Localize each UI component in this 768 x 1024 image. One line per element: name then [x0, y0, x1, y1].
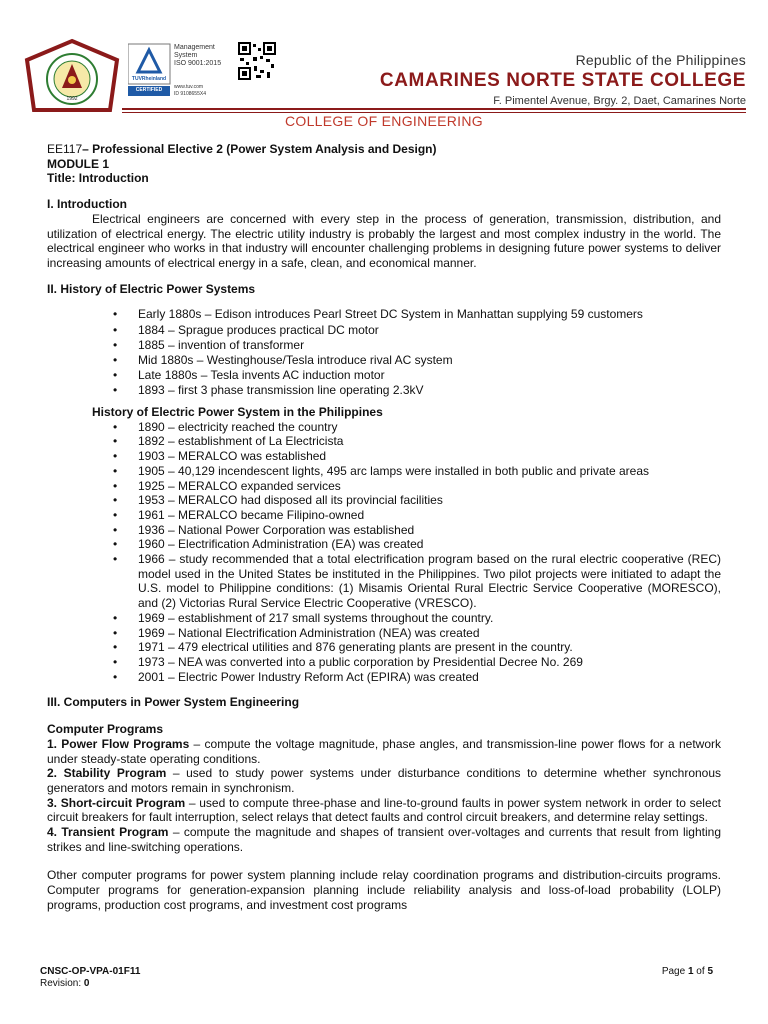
qr-code-icon [238, 42, 276, 80]
computers-heading: III. Computers in Power System Engineering [47, 695, 300, 710]
program-entry [47, 796, 721, 825]
doc-code: CNSC-OP-VPA-01F11 [40, 966, 141, 977]
iso-certification-badge [128, 42, 232, 102]
program-text: – used to study power systems under disturbance conditions to determine whether synchronous generators and motors remain in synchronism. [47, 766, 722, 795]
list-item: • Mid 1880s – Westinghouse/Tesla introduce rival AC system [47, 353, 721, 368]
institution-header [380, 52, 746, 107]
list-item: • 1925 – MERALCO expanded services [47, 479, 721, 494]
list-item: • 1885 – invention of transformer [47, 338, 721, 353]
program-text: – compute the magnitude and shapes of transient over-voltages and currents that result from lighting strikes and line-switching operations. [47, 825, 721, 854]
document-code-footer [40, 966, 140, 990]
list-item: • 1960 – Electrification Administration (EA) was created [47, 537, 721, 552]
cert-url: www.tuv.com [174, 84, 204, 90]
list-item: • 1971 – 479 electrical utilities and 876 generating plants are present in the country. [47, 640, 721, 655]
program-label: 2. Stability Program [47, 766, 167, 781]
list-item: • Early 1880s – Edison introduces Pearl Street DC System in Manhattan supplying 59 customers [47, 307, 721, 322]
ph-history-list [47, 420, 721, 685]
history-list [47, 307, 721, 398]
list-item: • 1969 – establishment of 217 small systems throughout the country. [47, 611, 721, 626]
republic-label: Republic of the Philippines [575, 52, 746, 68]
page-current: 1 [687, 966, 694, 977]
program-text: – used to compute three-phase and line-to-ground faults in power system network in order to select circuit breakers for fault interruption, select relays that detect faults and control circuit breakers, and determine relay settings. [47, 795, 721, 825]
college-name: CAMARINES NORTE STATE COLLEGE [379, 70, 746, 91]
list-item: • 1905 – 40,129 incendescent lights, 495 arc lamps were installed in both public and private areas [47, 464, 721, 479]
list-item: • Late 1880s – Tesla invents AC induction motor [47, 368, 721, 383]
list-item: • 1966 – study recommended that a total electrification program based on the rural electric cooperative (REC) model used in the United States be instituted in the Philippines. Two pilot projects were initiated to adapt the U.S. model to Philippine conditions: (1) Misamis Oriental Rural Electric Service Cooperative (MORESCO), and (2) Victorias Rural Service Electric Cooperative (VRESCO). [47, 552, 721, 611]
list-item: • 2001 – Electric Power Industry Reform Act (EPIRA) was created [47, 670, 721, 685]
page-word: Page [661, 966, 688, 977]
program-entry [47, 766, 721, 795]
programs-subheading: Computer Programs [47, 722, 164, 737]
program-label: 1. Power Flow Programs [47, 736, 190, 751]
revision-value: 0 [83, 978, 90, 989]
list-item: • 1953 – MERALCO had disposed all its provincial facilities [47, 493, 721, 508]
college-address: F. Pimentel Avenue, Brgy. 2, Daet, Camarines Norte [493, 95, 746, 107]
cert-brand: TUVRheinland [131, 76, 167, 82]
program-text: – compute the voltage magnitude, phase angles, and transmission-line power flows for a network under steady-state operating conditions. [47, 736, 721, 766]
page-number [662, 966, 713, 977]
course-title: – Professional Elective 2 (Power System Analysis and Design) [82, 142, 437, 156]
page-total: 5 [707, 966, 713, 977]
revision-label: Revision: [40, 978, 84, 989]
list-item: • 1884 – Sprague produces practical DC motor [47, 323, 721, 338]
other-programs-paragraph: Other computer programs for power system planning include relay coordination programs and distribution-circuits programs. Computer programs for generation-expansion planning include reliability analysis and loss-of-load probability (LOLP) programs, production cost programs, and investment cost programs [47, 868, 721, 912]
list-item: • 1893 – first 3 phase transmission line operating 2.3kV [47, 383, 721, 398]
list-item: • 1903 – MERALCO was established [47, 449, 721, 464]
cert-id: ID 9108655X4 [174, 91, 206, 97]
list-item: • 1961 – MERALCO became Filipino-owned [47, 508, 721, 523]
header-divider [122, 108, 746, 110]
svg-text:1992: 1992 [66, 96, 78, 102]
program-entry [47, 737, 721, 766]
college-seal-logo [22, 38, 122, 116]
list-item: • 1969 – National Electrification Administration (NEA) was created [47, 626, 721, 641]
cert-line-3: ISO 9001:2015 [174, 60, 222, 67]
course-code: EE117 [47, 142, 83, 156]
program-label: 4. Transient Program [47, 825, 169, 840]
ph-history-heading: History of Electric Power System in the Philippines [92, 405, 383, 420]
intro-paragraph: Electrical engineers are concerned with every step in the process of generation, transmission, distribution, and utilization of electrical energy. The electric utility industry is probably the largest and most complex industry in the world. The electrical engineer who works in that industry will encounter challenging problems in designing future power systems to deliver increasing amounts of electrical energy in a safe, clean, and economical manner. [47, 211, 721, 270]
cert-line-2: System [174, 52, 198, 59]
page-of: of [693, 966, 708, 977]
revision-line [40, 978, 140, 990]
list-item: • 1936 – National Power Corporation was established [47, 523, 721, 538]
module-label: MODULE 1 [47, 156, 110, 171]
department-title: COLLEGE OF ENGINEERING [285, 113, 483, 129]
program-label: 3. Short-circuit Program [47, 795, 186, 810]
list-item: • 1973 – NEA was converted into a public corporation by Presidential Decree No. 269 [47, 655, 721, 670]
document-body [47, 142, 721, 913]
list-item: • 1890 – electricity reached the country [47, 420, 721, 435]
cert-line-1: Management [174, 44, 215, 51]
cert-badge: CERTIFIED [135, 87, 163, 93]
module-title: Title: Introduction [47, 171, 149, 186]
program-entry [47, 825, 721, 854]
course-heading [47, 142, 721, 157]
list-item: • 1892 – establishment of La Electricista [47, 434, 721, 449]
intro-heading: I. Introduction [47, 197, 127, 212]
history-heading: II. History of Electric Power Systems [47, 281, 256, 296]
